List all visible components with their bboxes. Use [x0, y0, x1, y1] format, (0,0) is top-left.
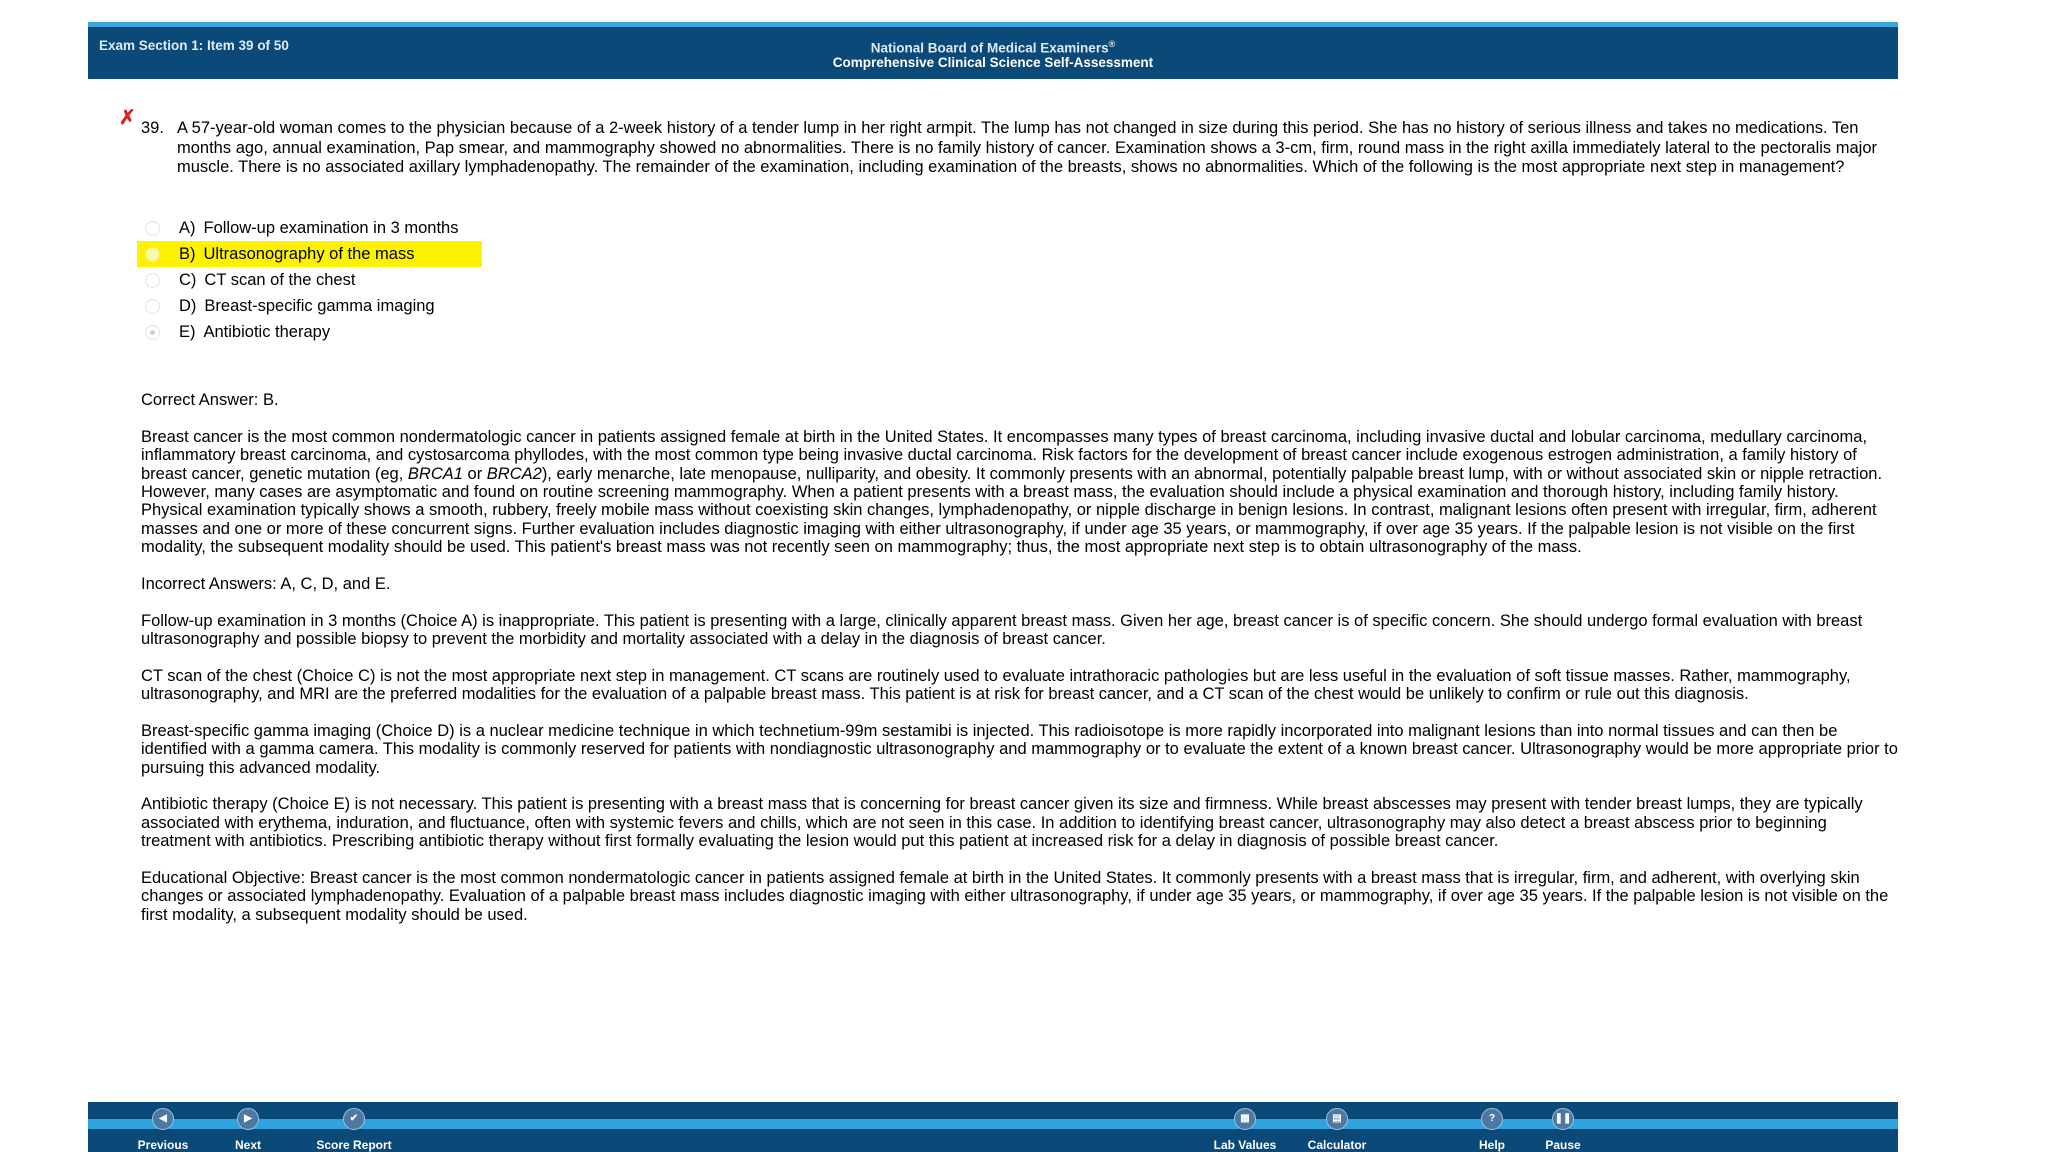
next-arrow-icon: ▶ [237, 1108, 259, 1130]
previous-arrow-icon: ◀ [152, 1108, 174, 1130]
option-letter: C) [179, 270, 197, 289]
radio-selected-dot [150, 330, 155, 335]
radio-e-selected[interactable] [145, 325, 160, 340]
gene-brca2: BRCA2 [486, 464, 542, 483]
help-button[interactable] [1472, 1102, 1512, 1152]
pause-icon: ❚❚ [1552, 1108, 1574, 1130]
option-d[interactable] [137, 293, 482, 319]
answer-explanation [141, 391, 1901, 942]
explanation-paragraph [141, 428, 1901, 557]
radio-d[interactable] [145, 299, 160, 314]
score-report-button[interactable] [308, 1102, 400, 1152]
option-b[interactable] [137, 241, 482, 267]
option-letter: A) [179, 218, 196, 237]
exam-title: Comprehensive Clinical Science Self-Assessment [832, 54, 1154, 70]
option-text: Antibiotic therapy [203, 322, 331, 341]
option-text: Follow-up examination in 3 months [203, 218, 459, 237]
explanation-text: or [462, 464, 487, 483]
option-letter: D) [179, 296, 197, 315]
radio-b[interactable] [145, 247, 160, 262]
explanation-text: Breast cancer is the most common nondermatologic cancer in patients assigned female at birth in the United States. It encompasses many types of breast carcinoma, including invasive ductal and lobular carcinoma, medullary carcinoma, inflammatory breast carcinoma, and cystosarcoma phyllodes, with the most common type being invasive ductal carcinoma. Risk factors for the development of breast cancer include exogenous estrogen administration, a family history of breast cancer, genetic mutation (eg, [141, 427, 1868, 483]
item-counter: Exam Section 1: Item 39 of 50 [99, 38, 289, 53]
registered-mark: ® [1108, 39, 1116, 49]
explanation-text: ), early menarche, late menopause, nulliparity, and obesity. It commonly presents with an abnormal, potentially palpable breast lump, with or without associated skin or nipple retraction. However, many cases are asymptomatic and found on routine screening mammography. When a patient presents with a breast mass, the evaluation should include a physical examination and thorough history, including family history. Physical examination typically shows a smooth, rubbery, freely mobile mass without coexisting skin changes, lymphadenopathy, or nipple discharge in benign lesions. In contrast, malignant lesions often present with irregular, firm, adherent masses and one or more of these concurrent signs. Further evaluation includes diagnostic imaging with either ultrasonography, if under age 35 years, or mammography, if over age 35 years. If the palpable lesion is not visible on the first modality, the subsequent modality should be used. This patient's breast mass was not recently seen on mammography; thus, the most appropriate next step is to obtain ultrasonography of the mass. [141, 464, 1883, 557]
explanation-choice-c: CT scan of the chest (Choice C) is not the most appropriate next step in management. CT scans are routinely used to evaluate intrathoracic pathologies but are less useful in the evaluation of soft tissue masses. Rather, mammography, ultrasonography, and MRI are the preferred modalities for the evaluation of a palpable breast mass. This patient is at risk for breast cancer, and a CT scan of the chest would be unlikely to confirm or rule out this diagnosis. [141, 666, 1851, 704]
radio-a[interactable] [145, 221, 160, 236]
previous-label: Previous [137, 1138, 189, 1152]
score-report-label: Score Report [316, 1138, 392, 1152]
explanation-choice-a: Follow-up examination in 3 months (Choice A) is inappropriate. This patient is presenting with a large, clinically apparent breast mass. Given her age, breast cancer is of specific concern. She should undergo formal evaluation with breast ultrasonography and possible biopsy to prevent the morbidity and mortality associated with a delay in the diagnosis of breast cancer. [141, 611, 1863, 648]
question-number: 39. [141, 119, 164, 137]
calculator-icon: ▤ [1326, 1108, 1348, 1130]
help-label: Help [1478, 1138, 1505, 1152]
explanation-choice-d: Breast-specific gamma imaging (Choice D) is a nuclear medicine technique in which technetium-99m sestamibi is injected. This radioisotope is more rapidly incorporated into malignant lesions than into normal tissues and can then be identified with a gamma camera. This modality is commonly reserved for patients with nondiagnostic ultrasonography and mammography or to evaluate the extent of a known breast cancer. Ultrasonography would be more appropriate prior to pursuing this advanced modality. [141, 721, 1898, 777]
exam-toolbar [88, 1102, 1898, 1152]
radio-c[interactable] [145, 273, 160, 288]
previous-button[interactable] [130, 1102, 196, 1152]
calculator-label: Calculator [1307, 1138, 1367, 1152]
next-label: Next [234, 1138, 261, 1152]
exam-header [88, 22, 1898, 79]
header-titles [88, 37, 1898, 70]
gene-brca1: BRCA1 [407, 464, 463, 483]
lab-values-icon: ▦ [1234, 1108, 1256, 1130]
option-a[interactable] [137, 215, 482, 241]
next-button[interactable] [226, 1102, 270, 1152]
lab-values-label: Lab Values [1213, 1138, 1277, 1152]
option-text: Breast-specific gamma imaging [204, 296, 435, 315]
educational-objective: Educational Objective: Breast cancer is the most common nondermatologic cancer in patients assigned female at birth in the United States. It commonly presents with a breast mass that is irregular, firm, and adherent, with overlying skin changes or associated lymphadenopathy. Evaluation of a palpable breast mass includes diagnostic imaging with either ultrasonography, if under age 35 years, or mammography, if over age 35 years. If the palpable lesion is not visible on the first modality, a subsequent modality should be used. [141, 868, 1889, 924]
option-letter: E) [179, 322, 196, 341]
incorrect-x-icon: ✗ [119, 107, 136, 129]
option-text: Ultrasonography of the mass [203, 244, 415, 263]
incorrect-answers: Incorrect Answers: A, C, D, and E. [141, 574, 391, 593]
option-text: CT scan of the chest [204, 270, 356, 289]
question-stem [141, 119, 1911, 178]
help-icon: ? [1481, 1108, 1503, 1130]
option-letter: B) [179, 244, 196, 263]
option-e[interactable] [137, 319, 482, 345]
question-text: A 57-year-old woman comes to the physician because of a 2-week history of a tender lump in her right armpit. The lump has not changed in size during this period. She has no history of serious illness and takes no medications. Ten months ago, annual examination, Pap smear, and mammography showed no abnormalities. There is no family history of cancer. Examination shows a 3-cm, firm, round mass in the right axilla immediately lateral to the pectoralis major muscle. There is no associated axillary lymphadenopathy. The remainder of the examination, including examination of the breasts, shows no abnormalities. Which of the following is the most appropriate next step in management? [177, 119, 1877, 176]
option-c[interactable] [137, 267, 482, 293]
org-name: National Board of Medical Examiners [870, 40, 1109, 56]
correct-answer: Correct Answer: B. [141, 391, 279, 409]
explanation-choice-e: Antibiotic therapy (Choice E) is not necessary. This patient is presenting with a breast mass that is concerning for breast cancer given its size and firmness. While breast abscesses may present with tender breast lumps, they are typically associated with erythema, induration, and fluctuance, often with systemic fevers and chills, which are not seen in this case. In addition to identifying breast cancer, ultrasonography may also detect a breast abscess prior to beginning treatment with antibiotics. Prescribing antibiotic therapy without first formally evaluating the lesion would put this patient at increased risk for a delay in diagnosis of possible breast cancer. [141, 795, 1863, 851]
calculator-button[interactable] [1297, 1102, 1377, 1152]
pause-label: Pause [1545, 1138, 1581, 1152]
lab-values-button[interactable] [1205, 1102, 1285, 1152]
pause-button[interactable] [1538, 1102, 1588, 1152]
score-report-icon: ✔ [343, 1108, 365, 1130]
answer-options [137, 215, 482, 345]
